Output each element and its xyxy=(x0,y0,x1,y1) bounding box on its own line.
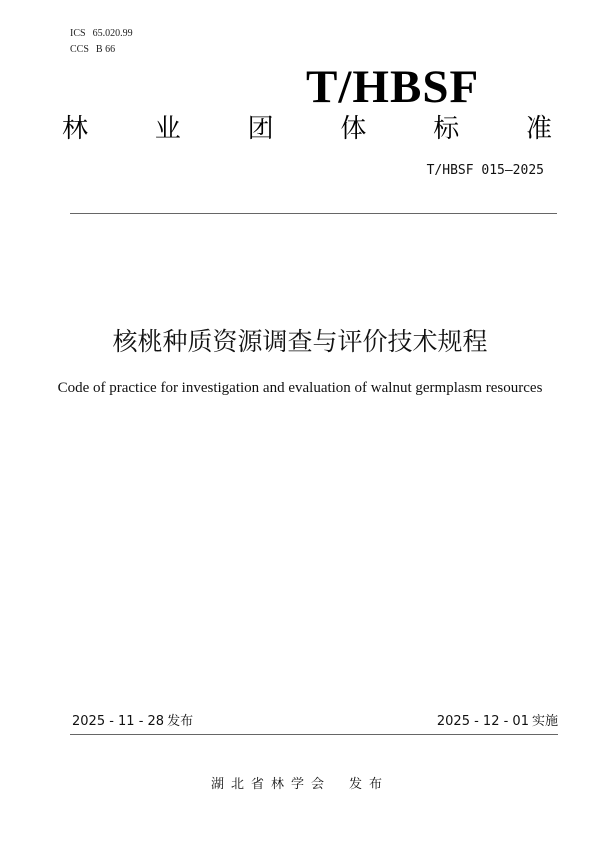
document-title-english: Code of practice for investigation and evaluation of walnut germplasm resources xyxy=(57,380,543,396)
implementation-date-suffix: 实施 xyxy=(531,714,558,729)
issue-date xyxy=(72,712,193,732)
standard-type-heading xyxy=(62,112,552,146)
implementation-date xyxy=(437,712,558,732)
ics-value: 65.020.99 xyxy=(92,28,133,39)
ccs-label: CCS xyxy=(70,44,89,55)
document-title-chinese: 核桃种质资源调查与评价技术规程 xyxy=(112,327,488,356)
standard-type-char: 业 xyxy=(154,114,181,144)
ccs-value: B 66 xyxy=(95,44,116,55)
standard-type-char: 准 xyxy=(525,114,552,144)
issue-date-suffix: 发布 xyxy=(167,714,194,729)
publisher-name: 湖北省林学会 xyxy=(210,777,331,792)
ccs-code xyxy=(70,42,133,58)
publisher-action: 发布 xyxy=(349,777,390,792)
footer-divider xyxy=(70,734,558,735)
organization-code-logo: T/HBSF xyxy=(306,61,480,113)
standard-number: T/HBSF 015—2025 xyxy=(426,163,544,178)
ics-label: ICS xyxy=(70,28,86,39)
standard-type-char: 标 xyxy=(433,114,460,144)
standard-type-char: 林 xyxy=(62,114,89,144)
issue-date-value: 2025 - 11 - 28 xyxy=(72,714,165,729)
standard-type-char: 团 xyxy=(247,114,274,144)
publisher-line xyxy=(0,775,600,795)
standard-type-char: 体 xyxy=(340,114,367,144)
header-divider xyxy=(70,213,557,214)
implementation-date-value: 2025 - 12 - 01 xyxy=(436,714,529,729)
classification-codes xyxy=(70,26,133,58)
ics-code xyxy=(70,26,133,42)
